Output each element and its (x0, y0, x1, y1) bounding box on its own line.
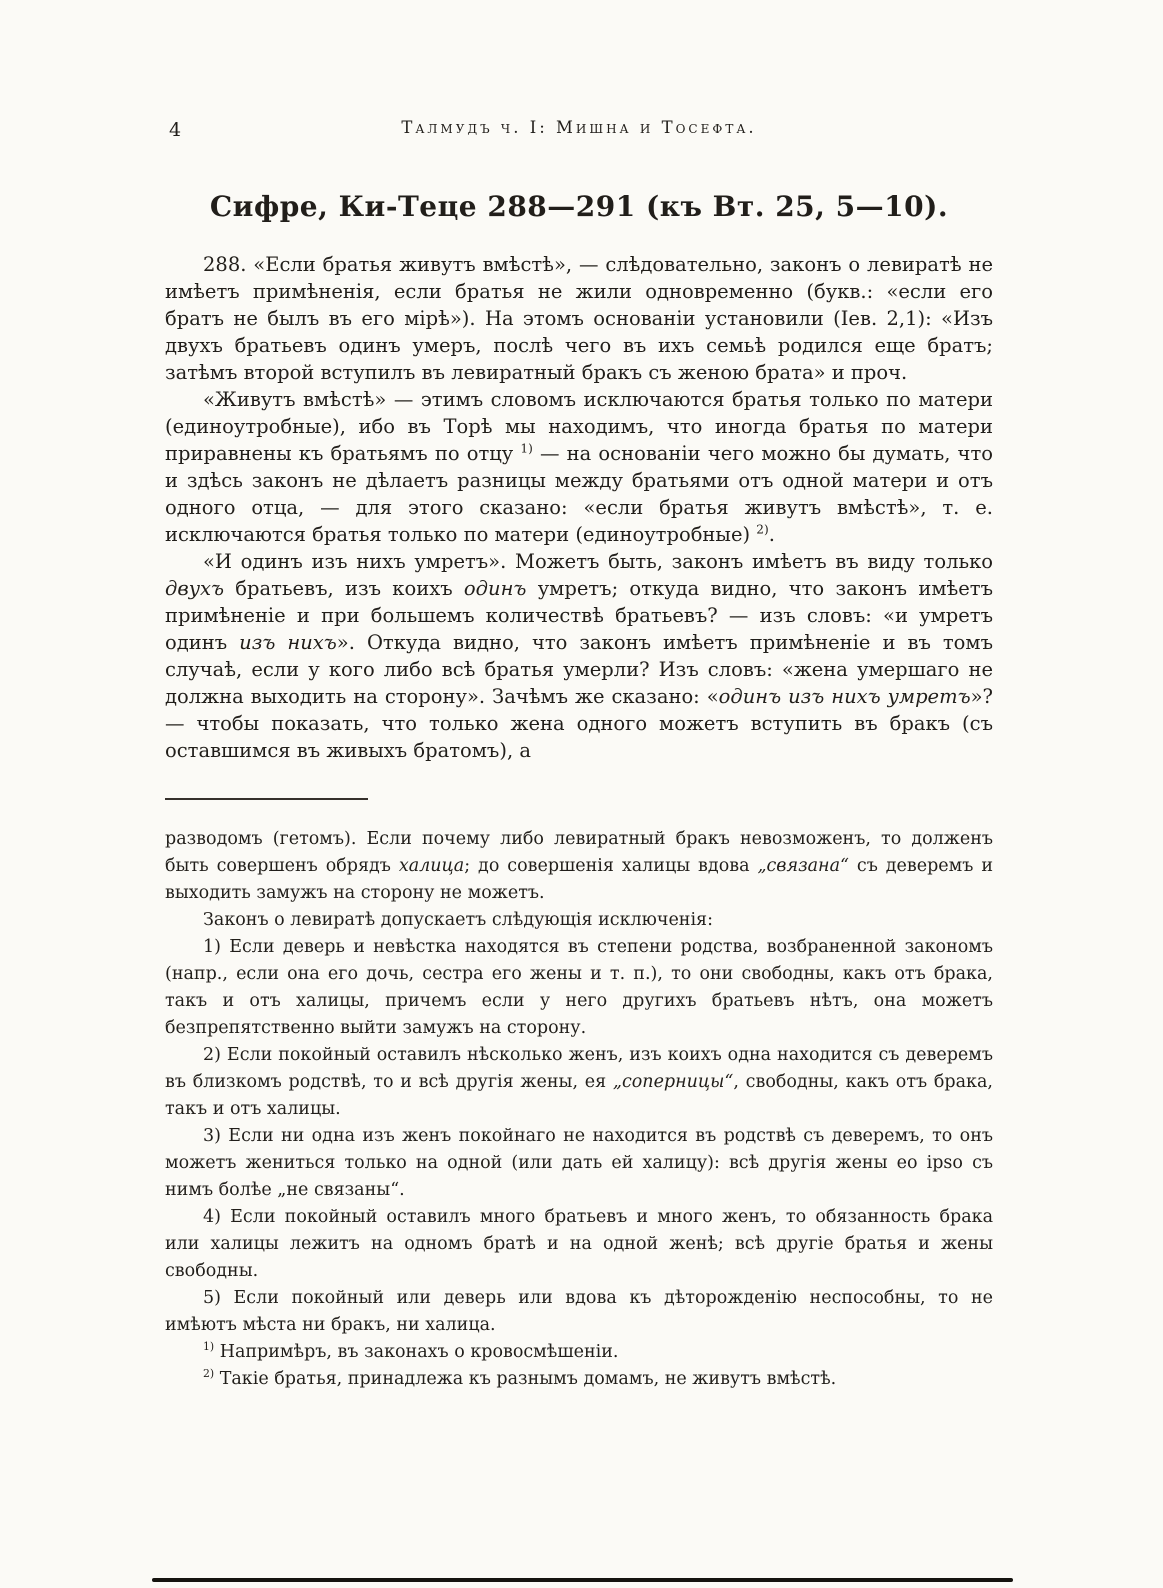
text-run: Законъ о левиратѣ допускаетъ слѣдующія исключенія: (203, 910, 713, 930)
text-run: 288. «Если братья живутъ вмѣстѣ», — слѣдовательно, законъ о левиратѣ не имѣетъ примѣненія, если братья не жили одновременно (букв.: «если его братъ не былъ въ его мірѣ»). На этомъ основаніи установили (Іев. 2,1): «Изъ двухъ братьевъ одинъ умеръ, послѣ чего въ ихъ семьѣ родился еще братъ; затѣмъ второй вступилъ въ левиратный бракъ съ женою брата» и проч. (165, 253, 993, 384)
page-content (165, 118, 993, 1393)
text-run: 2) Если покойный оставилъ нѣсколько женъ, изъ коихъ одна находится съ деверемъ въ близкомъ родствѣ, то и всѣ другія жены, ея (165, 1045, 993, 1092)
text-run: . (768, 523, 775, 546)
text-run: , свободны, какъ отъ брака, такъ и отъ халицы. (165, 1072, 993, 1119)
paragraph (165, 1366, 993, 1393)
text-run: «И одинъ изъ нихъ умретъ». Можетъ быть, законъ имѣетъ въ виду только (203, 550, 993, 573)
footnote-reference: 1) (520, 441, 533, 456)
paragraph (165, 934, 993, 1042)
running-title: Талмудъ ч. I: Мишна и Тосефта. (401, 118, 757, 137)
text-run: «Живутъ вмѣстѣ» — этимъ словомъ исключаются братья только по матери (единоутробные), ибо въ Торѣ мы находимъ, что иногда братья по матери приравнены къ братьямъ по отцу (165, 388, 993, 465)
text-run: одинъ (463, 577, 527, 600)
running-header (165, 118, 993, 144)
paragraph (165, 251, 993, 386)
paragraph (165, 1285, 993, 1339)
text-run: »? — чтобы показать, что только жена одного можетъ вступить въ бракъ (съ оставшимся въ живыхъ братомъ), а (165, 685, 993, 762)
section-heading: Сифре, Ки-Теце 288—291 (къ Вт. 25, 5—10). (209, 190, 949, 223)
paragraph (165, 826, 993, 907)
paragraph (165, 548, 993, 764)
text-run: 4) Если покойный оставилъ много братьевъ и много женъ, то обязанность брака или халицы лежитъ на одномъ братѣ и на одной женѣ; всѣ другіе братья и жены свободны. (165, 1207, 993, 1281)
paragraph (165, 1123, 993, 1204)
text-run: Напримѣръ, въ законахъ о кровосмѣшеніи. (214, 1342, 619, 1362)
page-number: 4 (169, 119, 182, 141)
text-run: съ деверемъ и выходить замужъ на сторону не можетъ. (165, 856, 993, 903)
body-text (165, 251, 993, 764)
text-run: изъ нихъ (239, 631, 337, 654)
text-run: одинъ изъ нихъ умретъ (718, 685, 971, 708)
paragraph (165, 907, 993, 934)
paragraph (165, 1042, 993, 1123)
footnote-separator-rule (165, 798, 368, 800)
text-run: халица (398, 856, 465, 876)
footnote-reference: 2) (756, 522, 769, 537)
footnote-reference: 1) (203, 1340, 215, 1354)
text-run: Такіе братья, принадлежа къ разнымъ домамъ, не живутъ вмѣстѣ. (214, 1369, 837, 1389)
paragraph (165, 1339, 993, 1366)
paragraph (165, 386, 993, 548)
text-run: 3) Если ни одна изъ женъ покойнаго не находится въ родствѣ съ деверемъ, то онъ можетъ жениться только на одной (или дать ей халицу): всѣ другія жены eo ipso съ нимъ болѣе „не связаны“. (165, 1126, 993, 1200)
text-run: 1) Если деверь и невѣстка находятся въ степени родства, возбраненной закономъ (напр., если она его дочь, сестра его жены и т. п.), то они свободны, какъ отъ брака, такъ и отъ халицы, причемъ если у него другихъ братьевъ нѣтъ, она можетъ безпрепятственно выйти замужъ на сторону. (165, 937, 993, 1038)
scan-edge-artifact (152, 1578, 1013, 1582)
text-run: „связана“ (757, 856, 849, 876)
text-run: „соперницы“ (612, 1072, 734, 1092)
text-run: умретъ; откуда видно, что законъ имѣетъ примѣненіе и при большемъ количествѣ братьевъ? — изъ словъ: «и умретъ одинъ (165, 577, 993, 654)
footnotes (165, 826, 993, 1393)
paragraph (165, 1204, 993, 1285)
text-run: ». Откуда видно, что законъ имѣетъ примѣненіе и въ томъ случаѣ, если у кого либо всѣ братья умерли? Изъ словъ: «жена умершаго не должна выходить на сторону». Зачѣмъ же сказано: « (165, 631, 993, 708)
text-run: разводомъ (гетомъ). Если почему либо левиратный бракъ невозможенъ, то долженъ быть совершенъ обрядъ (165, 829, 993, 876)
text-run: братьевъ, изъ коихъ (224, 577, 464, 600)
text-run: двухъ (165, 577, 225, 600)
text-run: 5) Если покойный или деверь или вдова къ дѣторожденію неспособны, то не имѣютъ мѣста ни бракъ, ни халица. (165, 1288, 993, 1335)
text-run: — на основаніи чего можно бы думать, что и здѣсь законъ не дѣлаетъ разницы между братьями отъ одной матери и отъ одного отца, — для этого сказано: «если братья живутъ вмѣстѣ», т. е. исключаются братья только по матери (единоутробные) (165, 442, 993, 546)
footnote-reference: 2) (203, 1367, 215, 1381)
text-run: ; до совершенія халицы вдова (464, 856, 758, 876)
